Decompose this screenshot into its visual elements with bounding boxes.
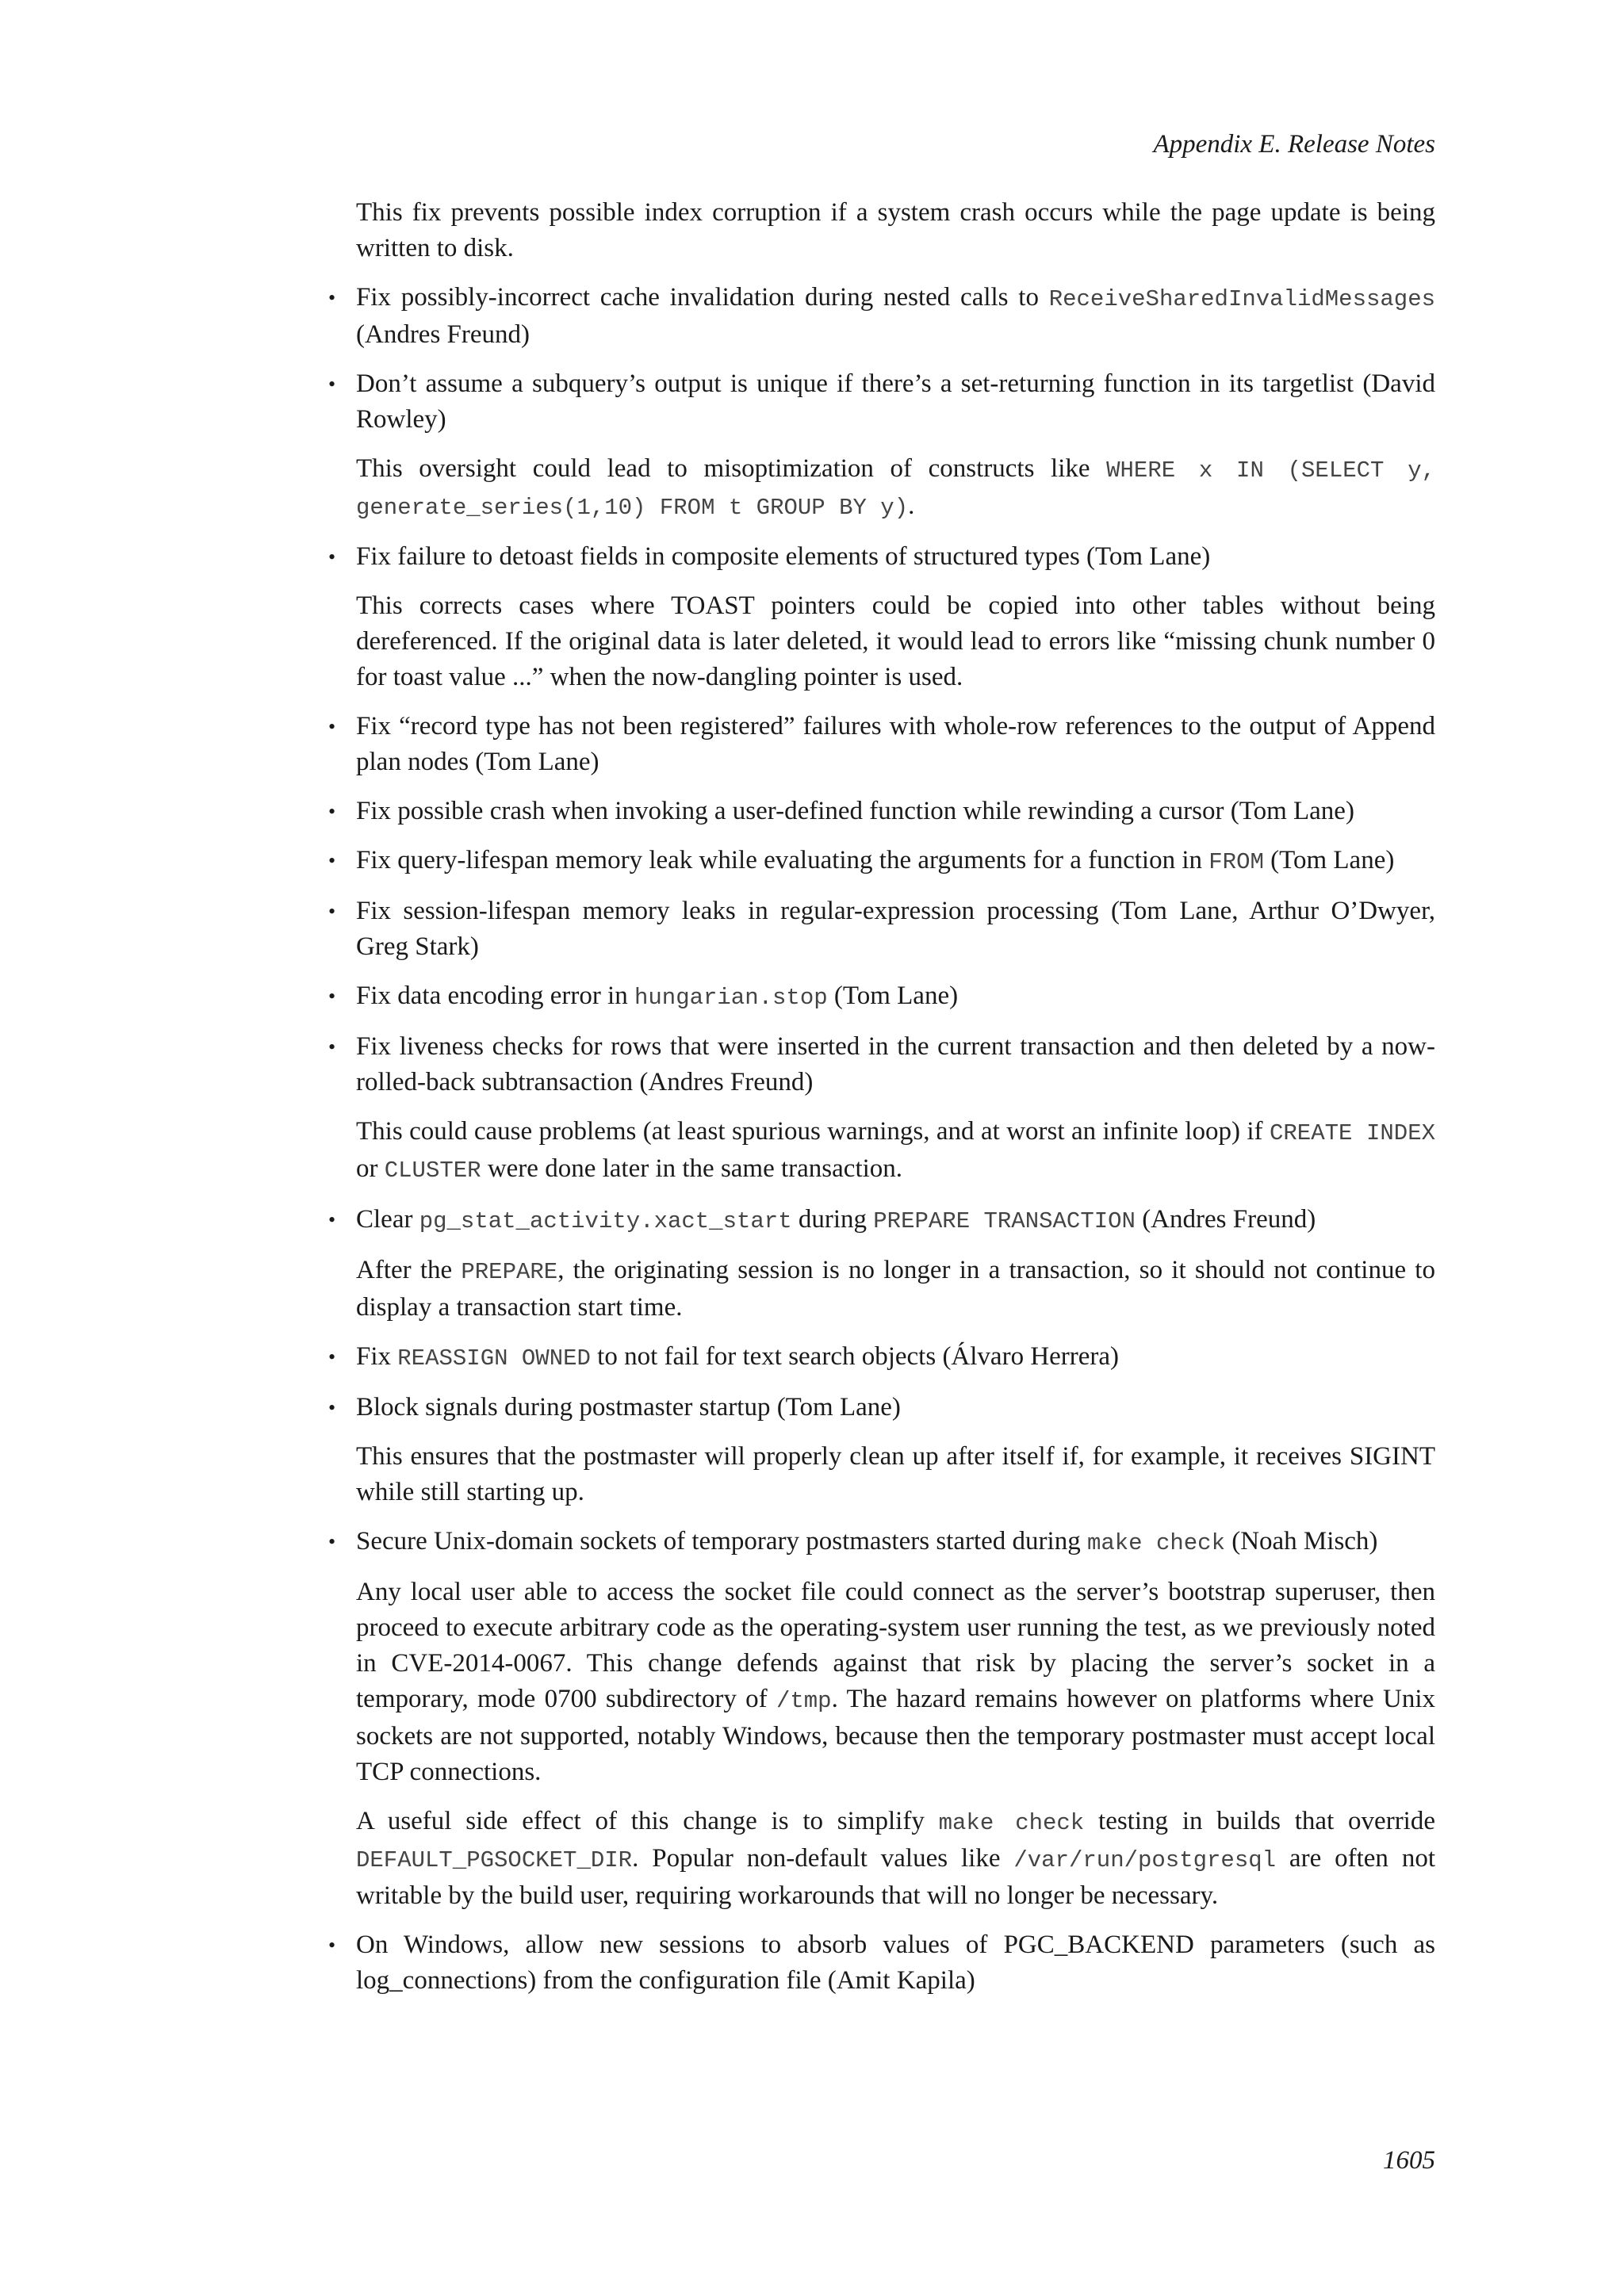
text-run: Fix possibly-incorrect cache invalidation during nested calls to bbox=[356, 283, 1049, 312]
bullet-item bbox=[356, 1927, 1435, 1999]
bullet-item bbox=[356, 709, 1435, 780]
text-run: Fix bbox=[356, 1342, 398, 1371]
code-literal: make check bbox=[938, 1810, 1085, 1836]
code-literal: pg_stat_activity.xact_start bbox=[419, 1208, 792, 1234]
text-run: to not fail for text search objects (Álvaro Herrera) bbox=[590, 1342, 1120, 1371]
code-literal: make check bbox=[1086, 1530, 1225, 1556]
text-run: A useful side effect of this change is to simplify bbox=[356, 1807, 939, 1835]
text-run: (Tom Lane) bbox=[1263, 846, 1395, 874]
text-run: or bbox=[356, 1154, 385, 1183]
bullet-item bbox=[356, 1524, 1435, 1561]
bullet-item bbox=[356, 894, 1435, 965]
code-literal: /tmp bbox=[776, 1688, 832, 1714]
text-run: (Tom Lane) bbox=[827, 982, 959, 1010]
bullet-item bbox=[356, 1202, 1435, 1239]
detail-paragraph bbox=[356, 588, 1435, 695]
text-run: during bbox=[791, 1205, 874, 1234]
bullet-item bbox=[356, 794, 1435, 829]
text-run: Fix possible crash when invoking a user-defined function while rewinding a cursor (Tom Lane) bbox=[356, 797, 1354, 825]
bullet-item bbox=[356, 1029, 1435, 1100]
text-run: This fix prevents possible index corruption if a system crash occurs while the page update is being written to disk. bbox=[356, 198, 1435, 262]
text-run: After the bbox=[356, 1256, 462, 1284]
code-literal: WHERE x IN (SELECT y, generate_series(1,10) FROM t GROUP BY y) bbox=[356, 457, 1435, 521]
text-run: Secure Unix-domain sockets of temporary postmasters started during bbox=[356, 1527, 1087, 1556]
code-literal: CLUSTER bbox=[384, 1158, 481, 1184]
text-run: Clear bbox=[356, 1205, 419, 1234]
page-number: 1605 bbox=[1383, 2146, 1435, 2175]
bullet-item bbox=[356, 366, 1435, 438]
detail-paragraph bbox=[356, 451, 1435, 526]
text-run: Any local user able to access the socket file could connect as the server’s bootstrap superuser, then proceed to execute arbitrary code as the operating-system user running the test, as we previously noted in CVE-2014-0067. This change defends against that risk by placing the server’s socket in a temporary, mode 0700 subdirectory of bbox=[356, 1578, 1435, 1713]
text-run: This corrects cases where TOAST pointers could be copied into other tables without being dereferenced. If the original data is later deleted, it would lead to errors like “missing chunk number 0 for toast value ...” when the now-dangling pointer is used. bbox=[356, 591, 1435, 691]
text-run: , the originating session is no longer in a transaction, so it should not continue to display a transaction start time. bbox=[356, 1256, 1435, 1322]
detail-paragraph bbox=[356, 1439, 1435, 1510]
text-run: are often not writable by the build user, requiring workarounds that will no longer be necessary. bbox=[356, 1844, 1435, 1910]
release-notes-body bbox=[356, 195, 1435, 2012]
bullet-item bbox=[356, 280, 1435, 353]
text-run: Fix liveness checks for rows that were inserted in the current transaction and then deleted by a now-rolled-back subtransaction (Andres Freund) bbox=[356, 1032, 1435, 1096]
page-header: Appendix E. Release Notes bbox=[1153, 130, 1435, 159]
code-literal: REASSIGN OWNED bbox=[397, 1345, 591, 1372]
bullet-item bbox=[356, 1339, 1435, 1376]
text-run: testing in builds that override bbox=[1084, 1807, 1435, 1835]
detail-paragraph bbox=[356, 1114, 1435, 1188]
code-literal: PREPARE TRANSACTION bbox=[873, 1208, 1136, 1234]
detail-paragraph bbox=[356, 1804, 1435, 1914]
text-run: were done later in the same transaction. bbox=[481, 1154, 903, 1183]
detail-paragraph bbox=[356, 1253, 1435, 1326]
text-run: . bbox=[908, 492, 915, 520]
text-run: Block signals during postmaster startup (Tom Lane) bbox=[356, 1393, 901, 1422]
text-run: This ensures that the postmaster will properly clean up after itself if, for example, it receives SIGINT while still starting up. bbox=[356, 1442, 1435, 1506]
text-run: (Andres Freund) bbox=[1135, 1205, 1316, 1234]
code-literal: CREATE INDEX bbox=[1269, 1120, 1435, 1146]
text-run: Fix query-lifespan memory leak while evaluating the arguments for a function in bbox=[356, 846, 1209, 874]
text-run: Fix data encoding error in bbox=[356, 982, 634, 1010]
code-literal: hungarian.stop bbox=[634, 985, 828, 1011]
code-literal: /var/run/postgresql bbox=[1013, 1847, 1277, 1873]
bullet-item bbox=[356, 843, 1435, 880]
detail-paragraph bbox=[356, 1575, 1435, 1790]
text-run: (Noah Misch) bbox=[1224, 1527, 1378, 1556]
text-run: Fix “record type has not been registered” failures with whole-row references to the output of Append plan nodes (Tom Lane) bbox=[356, 712, 1435, 776]
text-run: This could cause problems (at least spurious warnings, and at worst an infinite loop) if bbox=[356, 1117, 1270, 1146]
bullet-item bbox=[356, 1390, 1435, 1425]
text-run: Fix failure to detoast fields in composite elements of structured types (Tom Lane) bbox=[356, 542, 1211, 571]
text-run: Fix session-lifespan memory leaks in regular-expression processing (Tom Lane, Arthur O’Dwyer, Greg Stark) bbox=[356, 897, 1435, 961]
text-run: . Popular non-default values like bbox=[632, 1844, 1014, 1873]
code-literal: DEFAULT_PGSOCKET_DIR bbox=[356, 1847, 633, 1873]
code-literal: ReceiveSharedInvalidMessages bbox=[1048, 286, 1435, 312]
detail-paragraph bbox=[356, 195, 1435, 266]
text-run: (Andres Freund) bbox=[356, 320, 530, 349]
text-run: . The hazard remains however on platforms where Unix sockets are not supported, notably Windows, because then the temporary postmaster must accept local TCP connections. bbox=[356, 1685, 1435, 1786]
code-literal: FROM bbox=[1208, 849, 1264, 875]
code-literal: PREPARE bbox=[461, 1259, 558, 1285]
bullet-item bbox=[356, 539, 1435, 575]
text-run: Don’t assume a subquery’s output is unique if there’s a set-returning function in its targetlist (David Rowley) bbox=[356, 369, 1435, 434]
text-run: On Windows, allow new sessions to absorb values of PGC_BACKEND parameters (such as log_connections) from the configuration file (Amit Kapila) bbox=[356, 1931, 1435, 1995]
text-run: This oversight could lead to misoptimization of constructs like bbox=[356, 454, 1107, 483]
bullet-item bbox=[356, 978, 1435, 1016]
